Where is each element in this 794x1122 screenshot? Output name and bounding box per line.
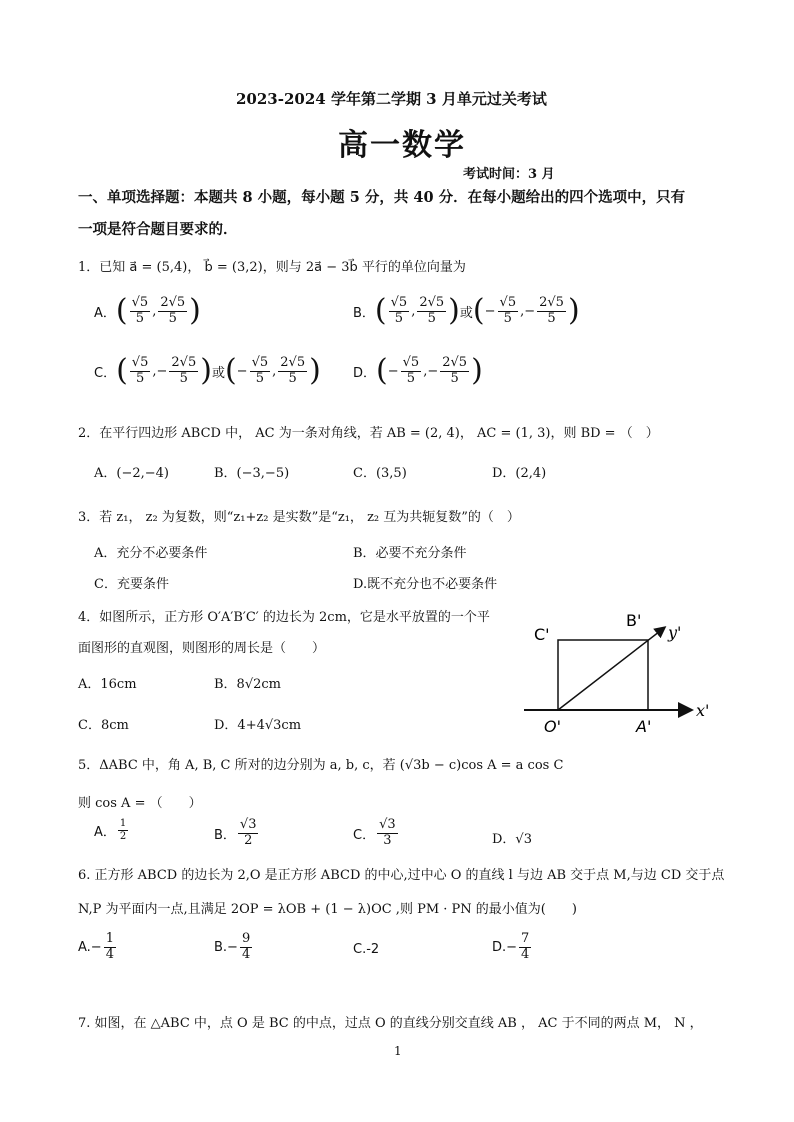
q1-a-den1: 5 bbox=[135, 310, 145, 326]
section-heading-line2: 一项是符合题目要求的． bbox=[78, 221, 238, 238]
q1-option-b: B． ( $\frac{√5}{5}$ , $\frac{2√5}{5}$ ) 或 ( − $\frac{√5}{5}$ ,− $\frac{2√5}{5}$ ) bbox=[353, 293, 580, 329]
label-a: A' bbox=[636, 717, 652, 736]
q6-b-label: B.− bbox=[214, 939, 238, 955]
q6-a-num: 1 bbox=[105, 931, 114, 946]
q1-option-d: D． ( − $\frac{√5}{5}$ ,− $\frac{2√5}{5}$ ) bbox=[353, 353, 483, 389]
q3-option-b: B．必要不充分条件 bbox=[353, 546, 467, 561]
q6-d-label: D.− bbox=[492, 939, 518, 955]
q5-stem-line1: 5．ΔABC 中，角 A, B, C 所对的边分别为 a, b, c，若 (√3b − c)cos A = a cos C bbox=[78, 758, 564, 773]
q6-a-label: A.− bbox=[78, 939, 102, 955]
q7-line1: 7. 如图，在 △ABC 中，点 O 是 BC 的中点，过点 O 的直线分别交直线 AB ， AC 于不同的两点 M， N ， bbox=[78, 1016, 703, 1031]
exam-title: 2023-2024 学年第二学期 3 月单元过关考试 bbox=[236, 90, 547, 108]
q2-option-d: D．(2,4) bbox=[492, 466, 547, 481]
q5-c-label: C． bbox=[353, 827, 376, 843]
q1-d-num2: 2√5 bbox=[442, 355, 468, 370]
q5-b-label: B． bbox=[214, 827, 236, 843]
q5-a-den: 2 bbox=[119, 830, 127, 842]
q1-b-num2: 2√5 bbox=[419, 295, 445, 310]
q4-option-c: C．8cm bbox=[78, 718, 129, 733]
q6-b-den: 4 bbox=[241, 946, 251, 962]
q1-b-den3: 5 bbox=[503, 310, 512, 326]
q5-c-den: 3 bbox=[383, 832, 392, 848]
q5-a-num: 1 bbox=[119, 818, 127, 829]
q6-d-den: 4 bbox=[521, 946, 530, 962]
q2-option-c: C．(3,5) bbox=[353, 466, 407, 481]
q6-d-num: 7 bbox=[521, 931, 530, 946]
q3-stem: 3．若 z₁， z₂ 为复数，则“z₁+z₂ 是实数”是“z₁， z₂ 互为共轭复数”的（ ） bbox=[78, 510, 520, 525]
q6-option-c: C.-2 bbox=[353, 942, 380, 957]
q1-d-den2: 5 bbox=[450, 370, 459, 386]
q5-option-d: D．√3 bbox=[492, 832, 532, 847]
q6-line1: 6. 正方形 ABCD 的边长为 2,O 是正方形 ABCD 的中心,过中心 O 的直线 l 与边 AB 交于点 M,与边 CD 交于点 bbox=[78, 868, 725, 883]
q5-b-num: √3 bbox=[239, 817, 257, 832]
q6-option-b bbox=[214, 932, 254, 963]
q3-option-c: C．充要条件 bbox=[94, 577, 169, 592]
q5-stem-line2: 则 cos A = （ ） bbox=[78, 796, 202, 811]
q6-a-den: 4 bbox=[105, 946, 114, 962]
q1-b-num1: √5 bbox=[390, 295, 408, 310]
q1-b-den2: 5 bbox=[427, 310, 436, 326]
q3-option-d: D.既不充分也不必要条件 bbox=[353, 577, 498, 592]
q6-option-a bbox=[78, 932, 118, 963]
subject-title: 高一数学 bbox=[338, 128, 466, 163]
q5-c-num: √3 bbox=[379, 817, 396, 832]
q1-c-label: C． bbox=[94, 365, 117, 381]
q5-option-c bbox=[353, 818, 400, 849]
label-x: x' bbox=[696, 701, 710, 720]
label-o: O' bbox=[544, 717, 561, 736]
q1-a-label: A． bbox=[94, 305, 116, 321]
label-b: B' bbox=[626, 611, 642, 630]
label-y: y' bbox=[668, 623, 682, 642]
q2-stem: 2．在平行四边形 ABCD 中， AC 为一条对角线，若 AB = (2, 4)， AC = (1, 3)，则 BD = （ ） bbox=[78, 426, 659, 441]
q5-a-label: A． bbox=[94, 824, 116, 840]
q2-option-a: A．(−2,−4) bbox=[94, 466, 169, 481]
q1-d-num1: √5 bbox=[402, 355, 420, 370]
q1-b-den4: 5 bbox=[547, 310, 556, 326]
q5-option-a bbox=[94, 818, 130, 842]
q1-option-c: C． ( $\frac{√5}{5}$ ,− $\frac{2√5}{5}$ ) 或 ( − $\frac{√5}{5}$ , $\frac{2√5}{5}$ ) bbox=[94, 353, 321, 389]
q1-option-a: A． ( $\frac{√5}{5}$ , $\frac{2√5}{5}$ ) bbox=[94, 293, 201, 329]
q1-a-num2: 2√5 bbox=[160, 295, 186, 310]
q4-oblique-figure bbox=[518, 606, 728, 736]
q5-b-den: 2 bbox=[244, 832, 253, 848]
label-c: C' bbox=[534, 625, 550, 644]
page-number: 1 bbox=[394, 1044, 402, 1058]
q1-c-num1: √5 bbox=[131, 355, 149, 370]
exam-time: 考试时间：3 月 bbox=[463, 167, 555, 182]
q1-c-num2: 2√5 bbox=[171, 355, 197, 370]
q6-b-num: 9 bbox=[241, 931, 251, 946]
q4-option-b: B．8√2cm bbox=[214, 677, 281, 692]
q1-c-den1: 5 bbox=[135, 370, 145, 386]
q3-option-a: A．充分不必要条件 bbox=[94, 546, 208, 561]
q1-d-label: D． bbox=[353, 365, 377, 381]
q6-line2: N,P 为平面内一点,且满足 2OP = λOB + (1 − λ)OC ,则 PM · PN 的最小值为( ) bbox=[78, 902, 577, 917]
q1-a-den2: 5 bbox=[168, 310, 177, 326]
q4-stem-line2: 面图形的直观图，则图形的周长是（ ） bbox=[78, 641, 326, 656]
q6-option-d bbox=[492, 932, 533, 963]
section-heading-line1: 一、单项选择题：本题共 8 小题，每小题 5 分，共 40 分．在每小题给出的四个选项中，只有 bbox=[78, 189, 686, 206]
q4-stem-line1: 4．如图所示，正方形 O′A′B′C′ 的边长为 2cm，它是水平放置的一个平 bbox=[78, 610, 490, 625]
q1-b-den1: 5 bbox=[394, 310, 404, 326]
q1-d-den1: 5 bbox=[406, 370, 416, 386]
q4-option-a: A．16cm bbox=[78, 677, 137, 692]
q1-c-or: 或 bbox=[211, 365, 225, 381]
q1-b-or: 或 bbox=[459, 305, 473, 321]
q1-b-label: B． bbox=[353, 305, 375, 321]
q2-option-b: B．(−3,−5) bbox=[214, 466, 290, 481]
q1-stem: 1．已知 a⃗ = (5,4)， b⃗ = (3,2)，则与 2a⃗ − 3b⃗ 平行的单位向量为 bbox=[78, 260, 466, 275]
q1-b-num4: 2√5 bbox=[539, 295, 564, 310]
q1-c-num4: 2√5 bbox=[280, 355, 306, 370]
q1-c-den3: 5 bbox=[255, 370, 264, 386]
q1-a-num1: √5 bbox=[131, 295, 149, 310]
q1-c-den4: 5 bbox=[288, 370, 297, 386]
q1-c-den2: 5 bbox=[179, 370, 188, 386]
q5-option-b bbox=[214, 818, 260, 849]
q1-b-num3: √5 bbox=[499, 295, 517, 310]
q1-c-num3: √5 bbox=[251, 355, 269, 370]
q4-option-d: D．4+4√3cm bbox=[214, 718, 302, 733]
